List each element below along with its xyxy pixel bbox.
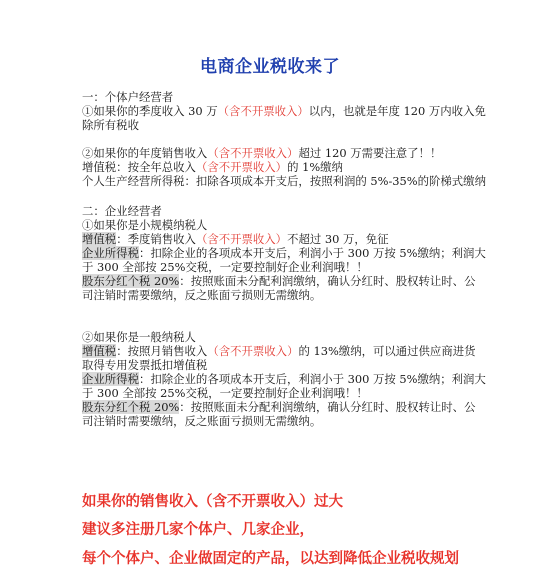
general-cit-line2: 于 300 全部按 25%交税，一定要控制好企业利润哦！！ <box>82 386 368 400</box>
highlight-text: （含不开票收入） <box>207 146 299 160</box>
section1-p1 <box>82 104 486 118</box>
text: 的 13%缴纳，可以通过供应商进货 <box>298 344 476 358</box>
label-tag: 企业所得税 <box>82 246 139 260</box>
footer-line2: 建议多注册几家个体户、几家企业， <box>82 522 314 538</box>
text: 增值税：按全年总收入 <box>82 160 196 174</box>
text: 以内，也就是年度 120 万内收入免 <box>308 104 486 118</box>
small-vat <box>82 232 466 246</box>
text: ：扣除企业的各项成本开支后，利润小于 300 万按 5%缴纳；利润大 <box>138 246 486 260</box>
text: 不超过 30 万，免征 <box>287 232 389 246</box>
page-title: 电商企业税收来了 <box>200 57 340 77</box>
general-div <box>82 400 476 414</box>
general-div-line2: 司注销时需要缴纳，反之账面亏损则无需缴纳。 <box>82 414 322 428</box>
highlight-text: （含不开票收入） <box>195 160 288 174</box>
small-cit-line2: 于 300 全部按 25%交税，一定要控制好企业利润哦！！ <box>82 260 368 274</box>
text: 超过 120 万需要注意了！！ <box>298 146 442 160</box>
small-taxpayer-sub: ①如果你是小规模纳税人 <box>82 218 208 232</box>
text: ：按照账面未分配利润缴纳，确认分红时、股权转让时、公 <box>179 400 476 414</box>
text: ：季度销售收入 <box>116 232 196 246</box>
section1-heading: 一：个体户经营者 <box>82 90 174 104</box>
section2-heading: 二：企业经营者 <box>82 204 162 218</box>
highlight-text: （含不开票收入） <box>195 232 288 246</box>
section1-pit: 个人生产经营所得税：扣除各项成本开支后，按照利润的 5%-35%的阶梯式缴纳 <box>82 174 486 188</box>
footer-line1: 如果你的销售收入（含不开票收入）过大 <box>82 494 343 510</box>
small-div-line2: 司注销时需要缴纳，反之账面亏损则无需缴纳。 <box>82 288 322 302</box>
small-div <box>82 274 476 288</box>
label-tag: 增值税 <box>82 344 117 358</box>
text: ：按照月销售收入 <box>116 344 208 358</box>
general-taxpayer-sub: ②如果你是一般纳税人 <box>82 330 196 344</box>
small-cit <box>82 246 486 260</box>
label-tag: 增值税 <box>82 232 117 246</box>
section1-vat <box>82 160 466 174</box>
section1-p1-line2: 除所有税收 <box>82 118 139 132</box>
label-tag: 股东分红个税 20% <box>82 400 180 414</box>
section1-p2 <box>82 146 466 160</box>
text: ②如果你的年度销售收入 <box>82 146 208 160</box>
footer-line3: 每个个体户、企业做固定的产品，以达到降低企业税收规划 <box>82 551 459 567</box>
label-tag: 企业所得税 <box>82 372 139 386</box>
text: ：扣除企业的各项成本开支后，利润小于 300 万按 5%缴纳；利润大 <box>138 372 486 386</box>
text: ：按照账面未分配利润缴纳，确认分红时、股权转让时、公 <box>179 274 476 288</box>
general-vat <box>82 344 476 358</box>
general-vat-line2: 取得专用发票抵扣增值税 <box>82 358 208 372</box>
highlight-text: （含不开票收入） <box>207 344 299 358</box>
text: ①如果你的季度收入 30 万 <box>82 104 218 118</box>
highlight-text: （含不开票收入） <box>217 104 309 118</box>
general-cit <box>82 372 486 386</box>
text: 的 1%缴纳 <box>287 160 343 174</box>
label-tag: 股东分红个税 20% <box>82 274 180 288</box>
